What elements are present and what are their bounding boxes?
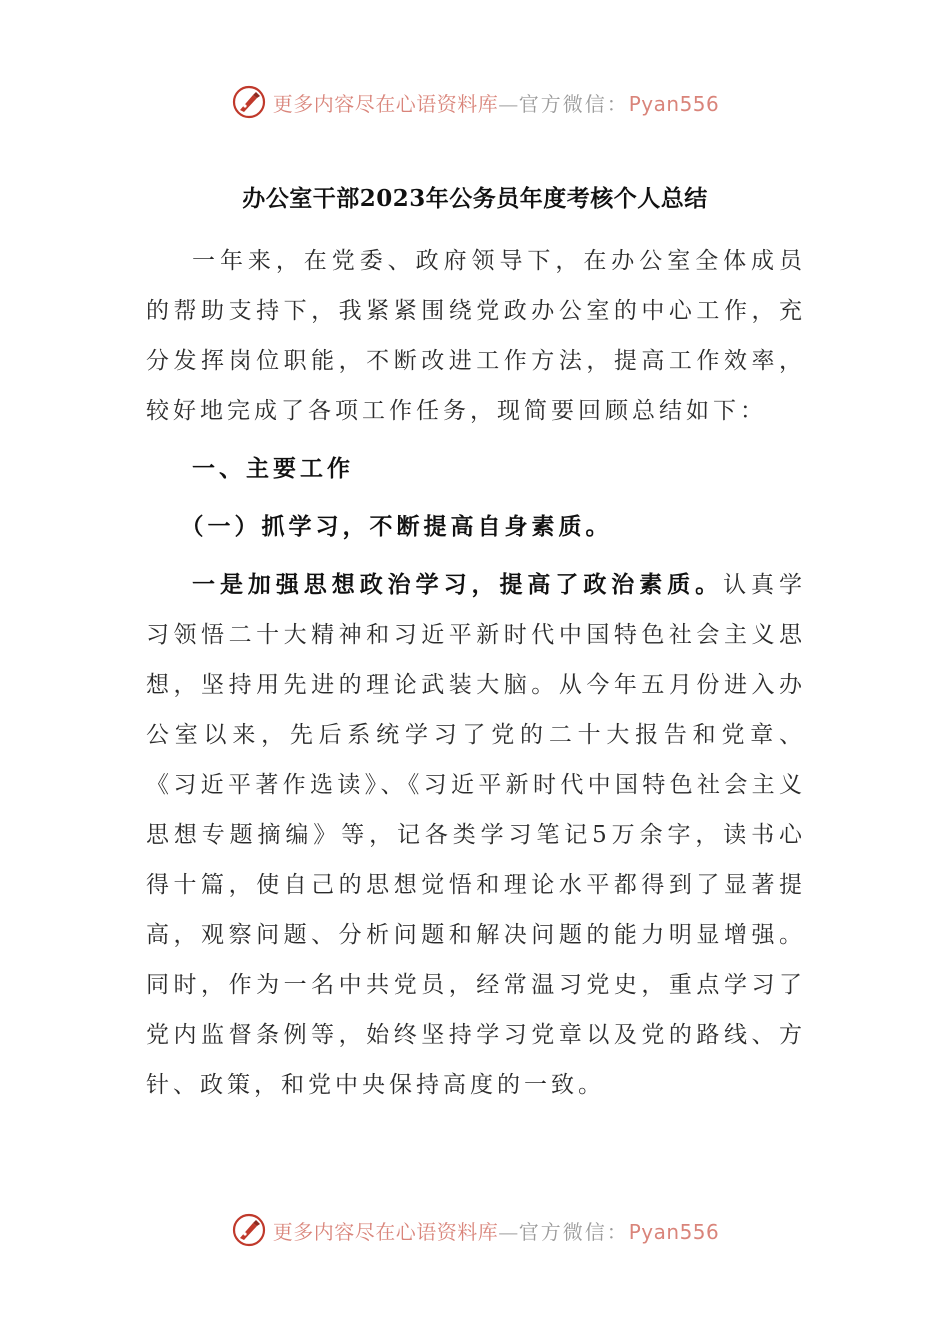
watermark-official: 官方微信： [518, 91, 629, 116]
watermark-label: 更多内容尽在心语资料库 [272, 1219, 499, 1244]
subsection-heading: （一）抓学习，不断提高自身素质。 [180, 513, 613, 540]
intro-paragraph: 一年来，在党委、政府领导下，在办公室全体成员的帮助支持下，我紧紧围绕党政办公室的中心工作，充分发挥岗位职能，不断改进工作方法，提高工作效率，较好地完成了各项工作任务，现简要回顾总结如下： [146, 248, 806, 424]
paragraph-text: 认真学习领悟二十大精神和习近平新时代中国特色社会主义思想，坚持用先进的理论武装大脑。从今年五月份进入办公室以来，先后系统学习了党的二十大报告和党章、《习近平著作选读》、《习近平新时代中国特色社会主义思想专题摘编》等，记各类学习笔记5万余字，读书心得十篇，使自己的思想觉悟和理论水平都得到了显著提高，观察问题、分析问题和解决问题的能力明显增强。同时，作为一名中共党员，经常温习党史，重点学习了党内监督条例等，始终坚持学习党章以及党的路线、方针、政策，和党中央保持高度的一致。 [146, 572, 807, 1098]
watermark-label: 更多内容尽在心语资料库 [272, 91, 499, 116]
paragraph-lead: 一是加强思想政治学习，提高了政治素质。 [192, 571, 724, 598]
watermark-separator: — [498, 91, 519, 116]
watermark-text [273, 88, 720, 117]
pen-nib-seal-icon [231, 1212, 267, 1248]
pen-nib-seal-icon [231, 84, 267, 120]
watermark-official: 官方微信： [518, 1219, 629, 1244]
document-title: 办公室干部2023年公务员年度考核个人总结 [242, 185, 708, 212]
watermark-separator: — [498, 1219, 519, 1244]
watermark-text [273, 1216, 720, 1245]
footer-watermark [0, 1212, 950, 1248]
body-paragraph [146, 560, 806, 1110]
header-watermark [0, 84, 950, 120]
watermark-wechat-id: Pyan556 [628, 91, 720, 116]
watermark-wechat-id: Pyan556 [628, 1219, 720, 1244]
section-heading: 一、主要工作 [192, 455, 354, 482]
document-body [146, 236, 806, 1110]
